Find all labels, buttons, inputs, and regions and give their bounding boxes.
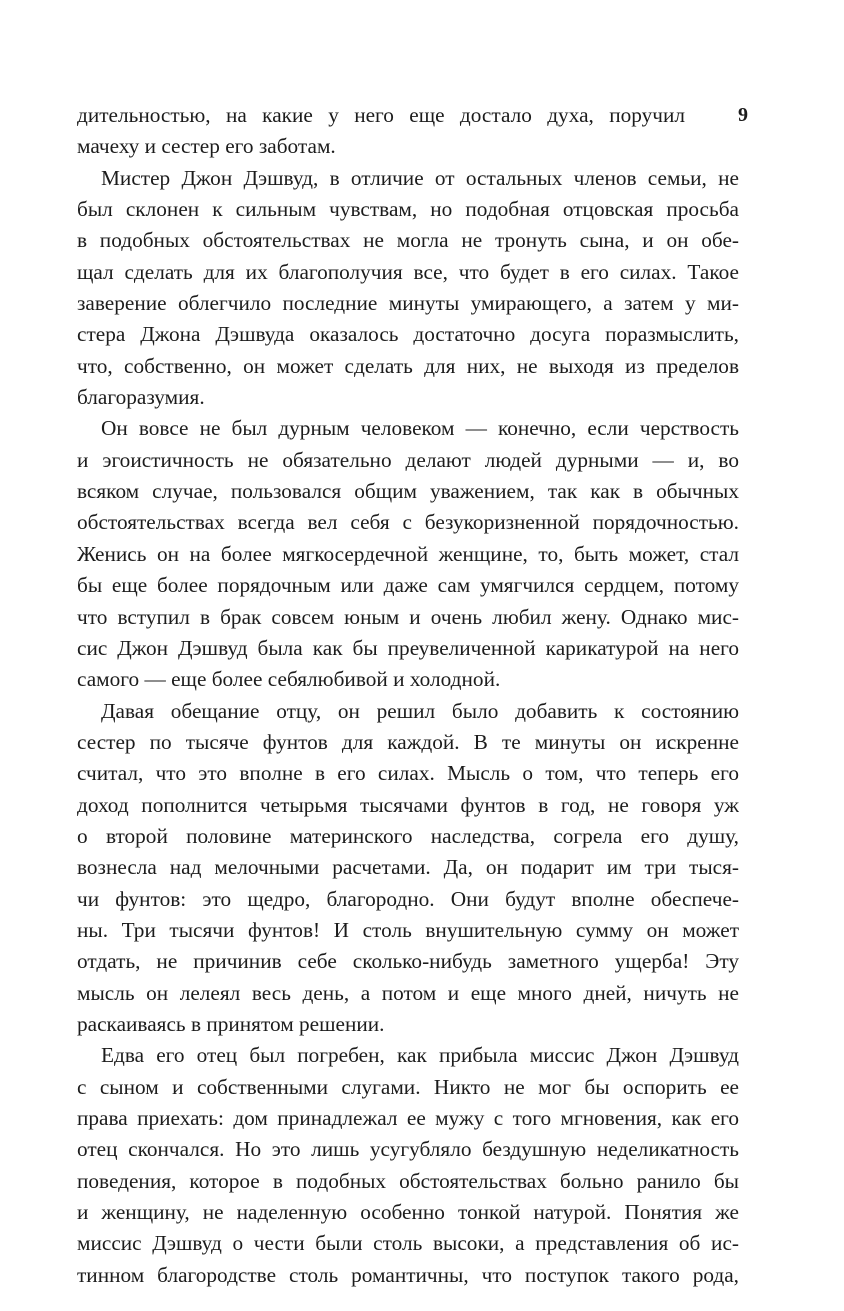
text-line: Едва его отец был погребен, как прибыла миссис Джон Дэшвуд xyxy=(101,1043,739,1068)
text-line: права приехать: дом принадлежал ее мужу с того мгновения, как его xyxy=(77,1106,739,1130)
text-line: о второй половине материнского наследства, согрела его душу, xyxy=(77,823,739,848)
text-line: отец скончался. Но это лишь усугубляло бездушную неделикатность xyxy=(77,1137,739,1162)
text-line: заверение облегчило последние минуты умирающего, а затем у ми- xyxy=(77,291,739,316)
text-line: и женщину, не наделенную особенно тонкой натурой. Понятия же xyxy=(77,1200,739,1225)
text-line: и эгоистичность не обязательно делают людей дурными — и, во xyxy=(77,447,739,472)
body-text xyxy=(77,101,739,1292)
text-line: Мистер Джон Дэшвуд, в отличие от остальных членов семьи, не xyxy=(101,165,739,190)
text-line: щал сделать для их благополучия все, что будет в его силах. Такое xyxy=(77,259,739,284)
page-number: 9 xyxy=(738,104,748,126)
text-line: мачеху и сестер его заботам. xyxy=(77,134,336,159)
text-line: отдать, не причинив себе сколько-нибудь заметного ущерба! Эту xyxy=(77,949,739,974)
text-line: сестер по тысяче фунтов для каждой. В те минуты он искренне xyxy=(77,729,739,754)
text-line: дительностью, на какие у него еще достало духа, поручил xyxy=(77,103,685,127)
text-line: что, собственно, он может сделать для них, не выходя из пределов xyxy=(77,353,739,378)
text-line: благоразумия. xyxy=(77,385,205,410)
text-line: чи фунтов: это щедро, благородно. Они будут вполне обеспече- xyxy=(77,886,739,911)
text-line: с сыном и собственными слугами. Никто не мог бы оспорить ее xyxy=(77,1074,739,1099)
text-line: доход пополнится четырьмя тысячами фунтов в год, не говоря уж xyxy=(77,792,739,817)
text-line: самого — еще более себялюбивой и холодной. xyxy=(77,667,501,692)
text-line: поведения, которое в подобных обстоятельствах больно ранило бы xyxy=(77,1168,739,1193)
text-line: всяком случае, пользовался общим уважением, так как в обычных xyxy=(77,479,739,504)
text-line: мысль он лелеял весь день, а потом и еще много дней, ничуть не xyxy=(77,980,739,1005)
text-line: ны. Три тысячи фунтов! И столь внушительную сумму он может xyxy=(77,917,739,942)
text-line: был склонен к сильным чувствам, но подобная отцовская просьба xyxy=(77,197,739,222)
text-line: обстоятельствах всегда вел себя с безукоризненной порядочностью. xyxy=(77,510,739,535)
text-line: стера Джона Дэшвуда оказалось достаточно досуга поразмыслить, xyxy=(77,322,739,347)
text-line: в подобных обстоятельствах не могла не тронуть сына, и он обе- xyxy=(77,228,739,253)
text-line: миссис Дэшвуд о чести были столь высоки, а представления об ис- xyxy=(77,1231,739,1256)
text-line: тинном благородстве столь романтичны, что поступок такого рода, xyxy=(77,1262,739,1287)
text-line: бы еще более порядочным или даже сам умягчился сердцем, потому xyxy=(77,573,739,598)
text-line: раскаиваясь в принятом решении. xyxy=(77,1011,385,1036)
text-line: что вступил в брак совсем юным и очень любил жену. Однако мис- xyxy=(77,604,739,629)
text-line: вознесла над мелочными расчетами. Да, он подарит им три тыся- xyxy=(77,855,739,880)
text-line: Он вовсе не был дурным человеком — конечно, если черствость xyxy=(101,416,739,441)
text-line: сис Джон Дэшвуд была как бы преувеличенной карикатурой на него xyxy=(77,635,739,660)
text-line: Давая обещание отцу, он решил было добавить к состоянию xyxy=(101,698,739,723)
text-line: Женись он на более мягкосердечной женщине, то, быть может, стал xyxy=(77,541,739,566)
text-line: считал, что это вполне в его силах. Мысль о том, что теперь его xyxy=(77,761,739,786)
